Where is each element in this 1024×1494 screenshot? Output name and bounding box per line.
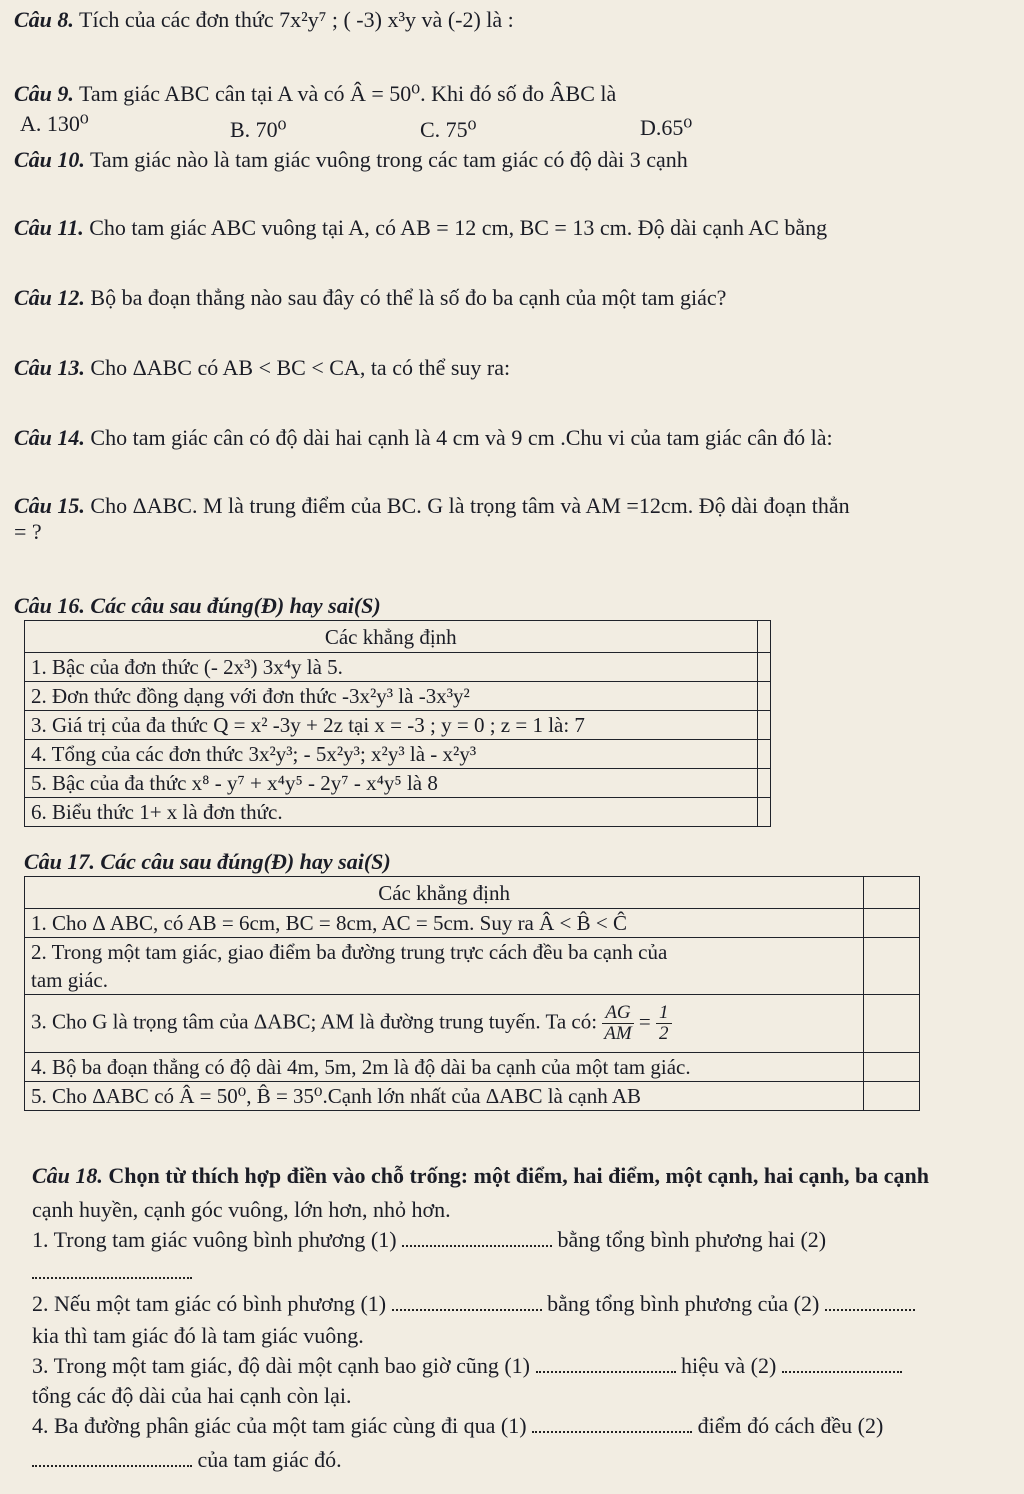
answer-header-cell	[757, 621, 770, 653]
question-18-text: Chọn từ thích hợp điền vào chỗ trống: một điểm, hai điểm, một cạnh, hai cạnh, ba cạnh	[108, 1163, 929, 1188]
table-row: 5. Bậc của đa thức x⁸ - y⁷ + x⁴y⁵ - 2y⁷ - x⁴y⁵ là 8	[25, 769, 758, 798]
question-17-stem: Câu 17.	[24, 849, 95, 874]
question-12	[14, 284, 1020, 312]
table-header: Các khẳng định	[25, 621, 758, 653]
fraction-numerator: AG	[602, 1003, 633, 1024]
answer-cell[interactable]	[864, 909, 920, 938]
question-18	[32, 1162, 1020, 1190]
question-17-table	[24, 876, 920, 1111]
statement-3-part-1: 3. Trong một tam giác, độ dài một cạnh bao giờ cũng (1)	[32, 1353, 531, 1378]
question-15-stem: Câu 15.	[14, 493, 85, 518]
question-13-stem: Câu 13.	[14, 355, 85, 380]
question-18-words: cạnh huyền, cạnh góc vuông, lớn hơn, nhỏ hơn.	[32, 1197, 451, 1222]
table-row: 4. Tổng của các đơn thức 3x²y³; - 5x²y³; x²y³ là - x²y³	[25, 740, 758, 769]
question-8-text: Tích của các đơn thức 7x²y⁷ ; ( -3) x³y và (-2) là :	[79, 7, 514, 32]
question-9-text: Tam giác ABC cân tại A và có Â = 50⁰. Khi đó số đo ÂBC là	[79, 81, 617, 106]
question-11-text: Cho tam giác ABC vuông tại A, có AB = 12 cm, BC = 13 cm. Độ dài cạnh AC bằng	[89, 215, 828, 240]
table-row: 4. Bộ ba đoạn thẳng có độ dài 4m, 5m, 2m là độ dài ba cạnh của một tam giác.	[25, 1053, 864, 1082]
statement-2-continuation: kia thì tam giác đó là tam giác vuông.	[32, 1323, 364, 1348]
question-15-text: Cho ΔABC. M là trung điểm của BC. G là trọng tâm và AM =12cm. Độ dài đoạn thẳn	[90, 493, 850, 518]
statement-4	[32, 1412, 1020, 1440]
fraction-numerator: 1	[656, 1003, 672, 1024]
question-8-stem: Câu 8.	[14, 7, 74, 32]
blank-3-1[interactable]	[536, 1353, 676, 1373]
fraction-ag-am	[602, 1003, 633, 1044]
answer-cell[interactable]	[864, 995, 920, 1053]
blank-2-2[interactable]	[825, 1291, 915, 1311]
table-row: 1. Bậc của đơn thức (- 2x³) 3x⁴y là 5.	[25, 653, 758, 682]
blank-1-1[interactable]	[402, 1227, 552, 1247]
question-13	[14, 354, 1020, 382]
answer-cell[interactable]	[757, 653, 770, 682]
blank-1-2[interactable]	[32, 1259, 192, 1279]
table-row: 6. Biểu thức 1+ x là đơn thức.	[25, 798, 758, 827]
answer-cell[interactable]	[757, 711, 770, 740]
statement-1-continuation	[32, 1258, 1020, 1286]
fraction-denominator: AM	[604, 1023, 632, 1044]
question-12-stem: Câu 12.	[14, 285, 85, 310]
question-14-stem: Câu 14.	[14, 425, 85, 450]
table-header: Các khẳng định	[25, 877, 864, 909]
table-row: 5. Cho ΔABC có Â = 50⁰, B̂ = 35⁰.Cạnh lớn nhất của ΔABC là cạnh AB	[25, 1082, 864, 1111]
statement-2	[32, 1290, 1020, 1318]
statement-2-part-2: bằng tổng bình phương của (2)	[547, 1291, 820, 1316]
question-10-text: Tam giác nào là tam giác vuông trong các tam giác có độ dài 3 cạnh	[90, 147, 688, 172]
statement-3-continuation: tổng các độ dài của hai cạnh còn lại.	[32, 1383, 352, 1408]
statement-3	[32, 1352, 1020, 1380]
statement-4-part-1: 4. Ba đường phân giác của một tam giác cùng đi qua (1)	[32, 1413, 527, 1438]
statement-1-part-1: 1. Trong tam giác vuông bình phương (1)	[32, 1227, 397, 1252]
question-13-text: Cho ΔABC có AB < BC < CA, ta có thể suy ra:	[90, 355, 511, 380]
fraction-one-half	[656, 1003, 672, 1044]
question-16	[14, 592, 1020, 620]
blank-4-1[interactable]	[532, 1413, 692, 1433]
statement-4-part-2: điểm đó cách đều (2)	[697, 1413, 884, 1438]
blank-2-1[interactable]	[392, 1291, 542, 1311]
answer-cell[interactable]	[864, 1053, 920, 1082]
question-15-continuation: = ?	[14, 519, 42, 544]
table-row: 1. Cho Δ ABC, có AB = 6cm, BC = 8cm, AC = 5cm. Suy ra Â < B̂ < Ĉ	[25, 909, 864, 938]
answer-cell[interactable]	[757, 682, 770, 711]
option-a[interactable]: A. 130⁰	[20, 111, 89, 136]
fraction-denominator: 2	[659, 1023, 669, 1044]
statement-1	[32, 1226, 1020, 1254]
table-row	[25, 938, 864, 995]
blank-3-2[interactable]	[782, 1353, 902, 1373]
answer-cell[interactable]	[757, 798, 770, 827]
question-14	[14, 424, 1020, 452]
statement-4-part-3: của tam giác đó.	[197, 1447, 342, 1472]
answer-header-cell	[864, 877, 920, 909]
question-9	[14, 80, 1020, 108]
question-16-table	[24, 620, 850, 827]
statement-3-part-2: hiệu và (2)	[681, 1353, 777, 1378]
question-10	[14, 146, 1020, 174]
question-18-stem: Câu 18.	[32, 1163, 103, 1188]
question-17	[24, 848, 1020, 876]
equals-sign: =	[638, 1009, 651, 1034]
statement-2-part-1: 2. Nếu một tam giác có bình phương (1)	[32, 1291, 387, 1316]
question-8	[14, 6, 1020, 34]
option-d[interactable]: D.65⁰	[640, 115, 693, 140]
question-11	[14, 214, 1020, 242]
question-14-text: Cho tam giác cân có độ dài hai cạnh là 4 cm và 9 cm .Chu vi của tam giác cân đó là:	[90, 425, 833, 450]
table-row	[25, 995, 864, 1053]
blank-4-2[interactable]	[32, 1447, 192, 1467]
answer-cell[interactable]	[757, 769, 770, 798]
question-17-text: Các câu sau đúng(Đ) hay sai(S)	[100, 849, 391, 874]
answer-cell[interactable]	[757, 740, 770, 769]
row-2-line-1: 2. Trong một tam giác, giao điểm ba đường trung trực cách đều ba cạnh của	[31, 940, 668, 964]
statement-4-continuation	[32, 1446, 1020, 1474]
answer-cell[interactable]	[864, 938, 920, 995]
question-15	[14, 492, 1020, 520]
table-row: 2. Đơn thức đồng dạng với đơn thức -3x²y³ là -3x³y²	[25, 682, 758, 711]
question-10-stem: Câu 10.	[14, 147, 85, 172]
statement-1-part-2: bằng tổng bình phương hai (2)	[557, 1227, 827, 1252]
answer-cell[interactable]	[864, 1082, 920, 1111]
row-3-text: 3. Cho G là trọng tâm của ΔABC; AM là đường trung tuyến. Ta có:	[31, 1009, 598, 1034]
question-9-stem: Câu 9.	[14, 81, 74, 106]
table-row: 3. Giá trị của đa thức Q = x² -3y + 2z tại x = -3 ; y = 0 ; z = 1 là: 7	[25, 711, 758, 740]
question-12-text: Bộ ba đoạn thẳng nào sau đây có thể là số đo ba cạnh của một tam giác?	[90, 285, 727, 310]
question-16-stem: Câu 16.	[14, 593, 85, 618]
row-2-line-2: tam giác.	[31, 968, 108, 992]
question-11-stem: Câu 11.	[14, 215, 84, 240]
option-b[interactable]: B. 70⁰	[230, 117, 287, 142]
option-c[interactable]: C. 75⁰	[420, 117, 477, 142]
question-16-text: Các câu sau đúng(Đ) hay sai(S)	[90, 593, 381, 618]
question-9-options	[14, 110, 1020, 144]
